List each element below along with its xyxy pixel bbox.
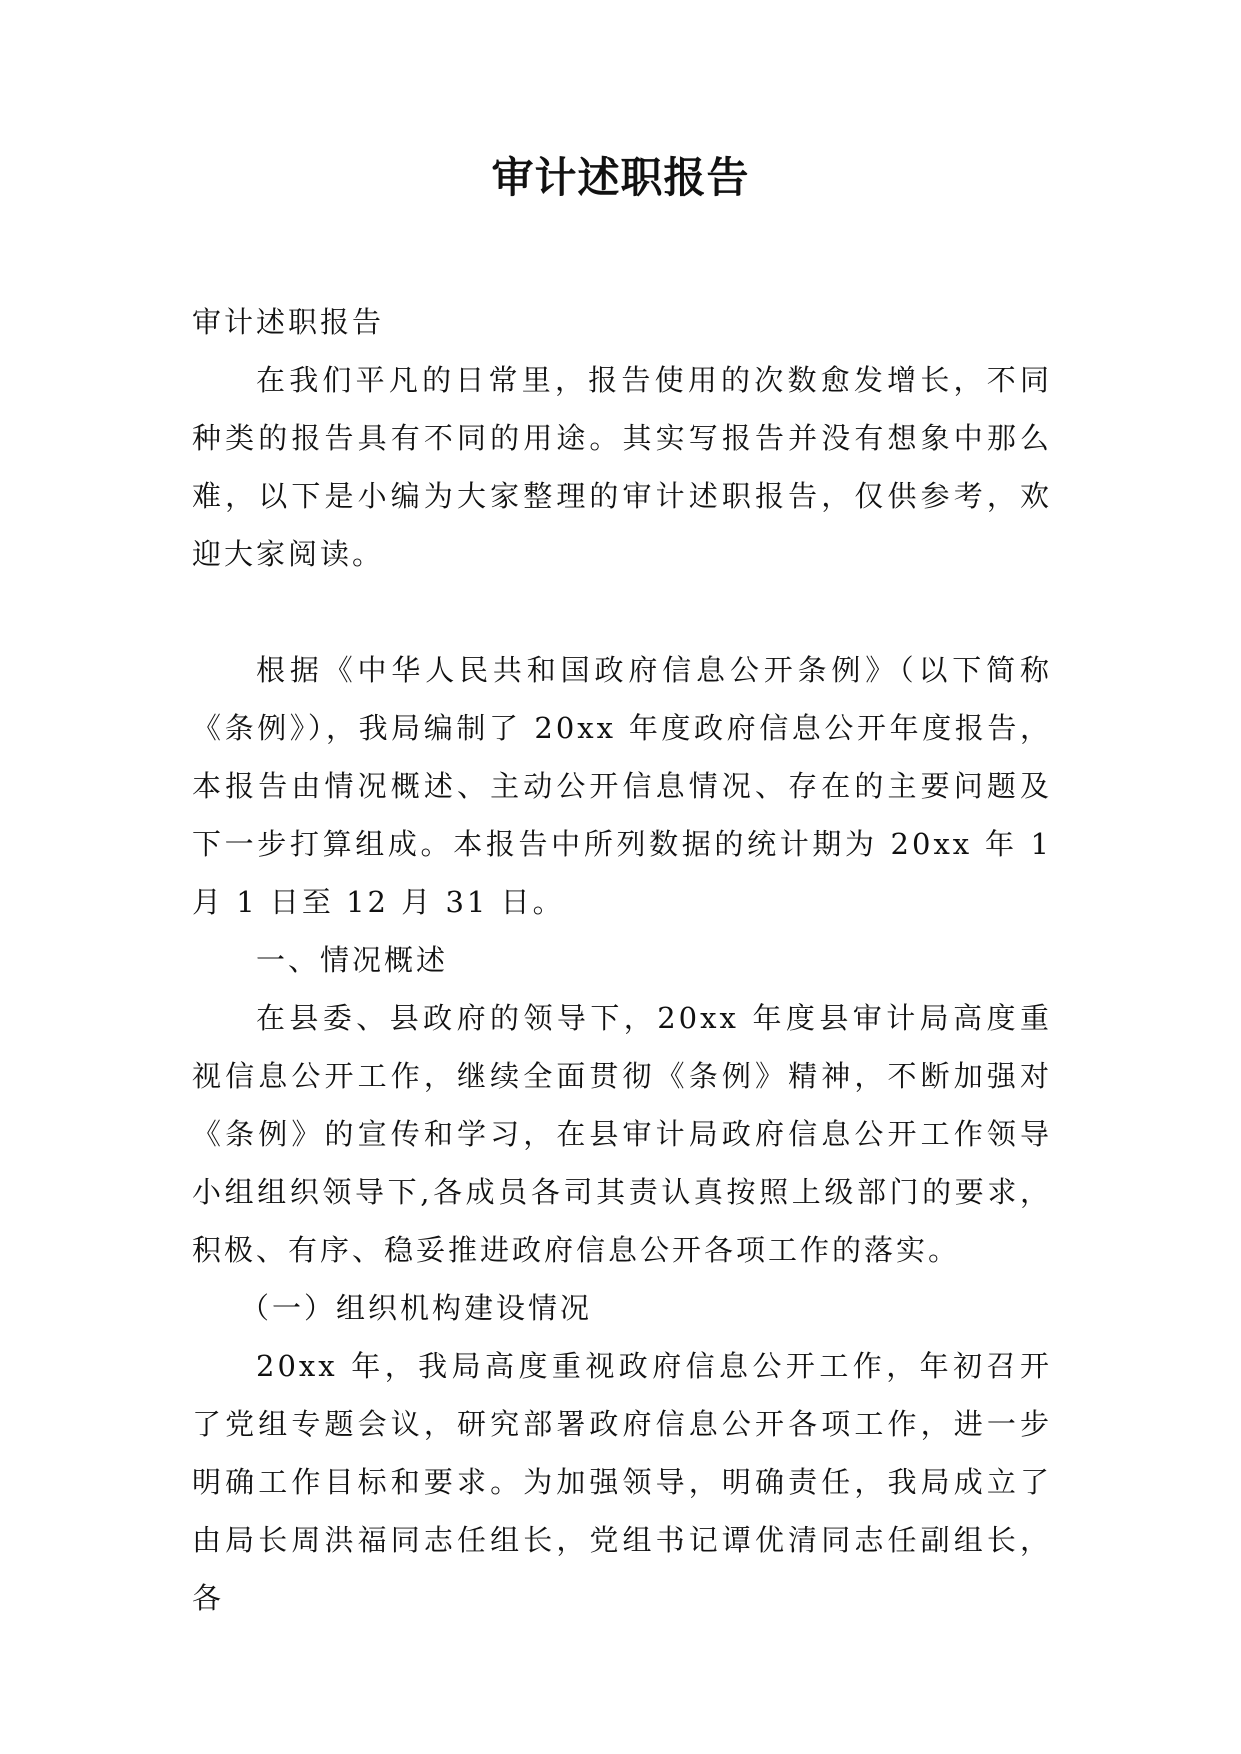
basis-paragraph: 根据《中华人民共和国政府信息公开条例》（以下简称《条例》），我局编制了 20xx 年度政府信息公开年度报告，本报告由情况概述、主动公开信息情况、存在的主要问题及下一步打算组成。本报告中所列数据的统计期为 20xx 年 1 月 1 日至 12 月 31 日。 xyxy=(192,653,1052,919)
overview-paragraph: 在县委、县政府的领导下，20xx 年度县审计局高度重视信息公开工作，继续全面贯彻《条例》精神，不断加强对《条例》的宣传和学习，在县审计局政府信息公开工作领导小组组织领导下,各成员各司其责认真按照上级部门的要求，积极、有序、稳妥推进政府信息公开各项工作的落实。 xyxy=(192,1001,1052,1267)
subtitle-line: 审计述职报告 xyxy=(192,305,385,339)
intro-paragraph: 在我们平凡的日常里，报告使用的次数愈发增长，不同种类的报告具有不同的用途。其实写报告并没有想象中那么难，以下是小编为大家整理的审计述职报告，仅供参考，欢迎大家阅读。 xyxy=(192,363,1052,571)
document-body xyxy=(192,293,1052,1627)
organization-paragraph: 20xx 年，我局高度重视政府信息公开工作，年初召开了党组专题会议，研究部署政府信息公开各项工作，进一步明确工作目标和要求。为加强领导，明确责任，我局成立了由局长周洪福同志任组长，党组书记谭优清同志任副组长，各 xyxy=(192,1349,1052,1615)
subsection-heading-organization: （一）组织机构建设情况 xyxy=(240,1291,593,1325)
paragraph-spacer xyxy=(192,583,1052,641)
section-heading-overview: 一、情况概述 xyxy=(256,943,449,977)
document-title: 审计述职报告 xyxy=(491,153,750,202)
